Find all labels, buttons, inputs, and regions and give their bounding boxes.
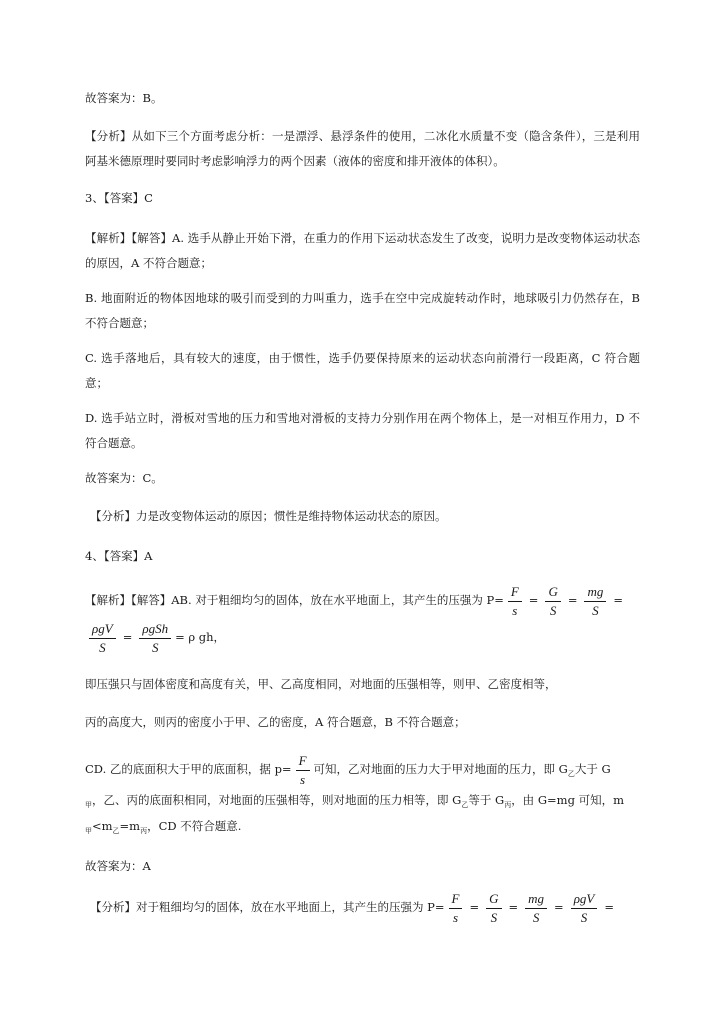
q4-answer: 故答案为：A (85, 859, 151, 873)
q3-option-c: C. 选手落地后，具有较大的速度，由于惯性，选手仍要保持原来的运动状态向前滑行一段距离，C 符合题意； (85, 351, 640, 390)
q3-analysis: 【分析】力是改变物体运动的原因；惯性是维持物体运动状态的原因。 (90, 509, 447, 523)
q4-header: 4、【答案】A (85, 549, 153, 563)
q3-answer: 故答案为：C。 (85, 471, 163, 485)
q4-ab-line3: 丙的高度大，则丙的密度小于甲、乙的密度，A 符合题意，B 不符合题意； (85, 715, 466, 729)
fraction-rhogSh-over-S: $\frac{\text{ρgSh}}{S}$ (139, 621, 171, 656)
fraction-F-over-s-analysis: $\frac{F}{s}$ (449, 891, 463, 926)
fraction-G-over-S-analysis: $\frac{G}{S}$ (486, 891, 501, 926)
q4-ab-line2: 即压强只与固体密度和高度有关，甲、乙高度相同，对地面的压强相等，则甲、乙密度相等， (85, 677, 557, 691)
q4-ab-formula-line1: 【解析】【解答】AB. 对于粗细均匀的固体，放在水平地面上，其产生的压强为 P= $\frac{F}{s}$ = $\frac{G}{S}$ = $\frac{mg}{S}$ = (85, 583, 623, 618)
fraction-F-over-s: $\frac{F}{s}$ (508, 584, 522, 619)
analysis-q2: 【分析】从如下三个方面考虑分析：一是漂浮、悬浮条件的使用，二冰化水质量不变（隐含条件），三是利用阿基米德原理时要同时考虑影响浮力的两个因素（液体的密度和排开液体的体积）。 (85, 129, 640, 168)
fraction-F-over-s-cd: $\frac{F}{s}$ (296, 753, 310, 788)
q4-cd-line3: $_甲<m_乙=m_丙$，CD 不符合题意. (85, 819, 242, 835)
q3-option-d: D. 选手站立时，滑板对雪地的压力和雪地对滑板的支持力分别作用在两个物体上，是一对相互作用力，D 不符合题意。 (85, 411, 640, 450)
fraction-mg-over-S-analysis: $\frac{mg}{S}$ (525, 891, 547, 926)
fraction-rhogV-over-S: $\frac{\text{ρgV}}{S}$ (89, 621, 116, 656)
q4-cd-line1: CD. 乙的底面积大于甲的底面积，据 p= $\frac{F}{s}$ 可知，乙对地面的压力大于甲对地面的压力，即 $G_乙$大于 G (85, 752, 611, 787)
q3-option-b: B. 地面附近的物体因地球的吸引而受到的力叫重力，选手在空中完成旋转动作时，地球吸引力仍然存在，B 不符合题意； (85, 291, 640, 330)
answer-line-b: 故答案为：B。 (85, 91, 163, 105)
q4-cd-line2: $_甲$，乙、丙的底面积相同，对地面的压强相等，则对地面的压力相等，即 $G_乙$等于 $G_丙$，由 G=mg 可知，m (85, 793, 624, 809)
q4-ab-formula-line2: $\frac{\text{ρgV}}{S}$ = $\frac{\text{ρgSh}}{S}$ = ρ gh， (85, 620, 225, 656)
q3-header: 3、【答案】C (85, 191, 153, 205)
q4-analysis-line: 【分析】对于粗细均匀的固体，放在水平地面上，其产生的压强为 P= $\frac{F}{s}$ = $\frac{G}{S}$ = $\frac{mg}{S}$ = $\frac{\text{ρgV}}{S}$ = (90, 890, 615, 925)
q3-option-a: 【解析】【解答】A. 选手从静止开始下滑，在重力的作用下运动状态发生了改变，说明力是改变物体运动状态的原因，A 不符合题意； (85, 231, 640, 270)
q4-ab-prefix: 【解析】【解答】AB. 对于粗细均匀的固体，放在水平地面上，其产生的压强为 P= (85, 593, 504, 607)
fraction-mg-over-S: $\frac{mg}{S}$ (584, 584, 606, 619)
rho-gh: = ρ gh， (175, 630, 226, 644)
fraction-G-over-S: $\frac{G}{S}$ (545, 584, 560, 619)
fraction-rhogV-over-S-analysis: $\frac{\text{ρgV}}{S}$ (571, 891, 598, 926)
